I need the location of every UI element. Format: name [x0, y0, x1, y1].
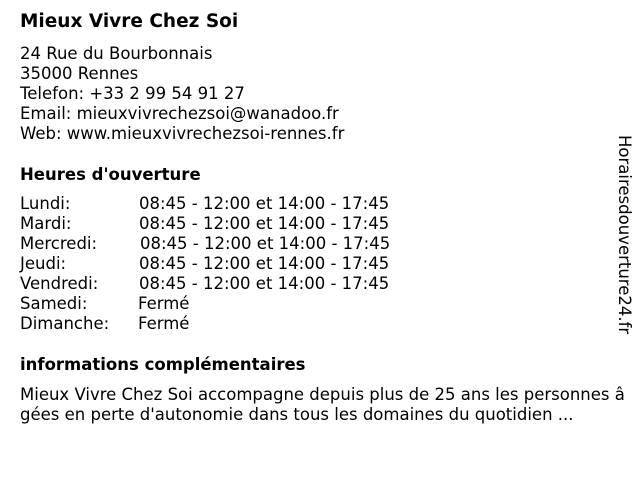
address-street: 24 Rue du Bourbonnais	[20, 44, 213, 63]
day-hours: Fermé	[138, 294, 190, 313]
day-label: Dimanche:	[20, 314, 110, 333]
day-hours: 08:45 - 12:00 et 14:00 - 17:45	[139, 254, 390, 273]
hours-heading: Heures d'ouverture	[20, 165, 201, 184]
address-city: 35000 Rennes	[20, 64, 139, 83]
info-description: Mieux Vivre Chez Soi accompagne depuis plus de 25 ans les personnes âgées en perte d'autonomie dans tous les domaines du quotidien ...	[20, 385, 625, 424]
day-label: Vendredi:	[20, 274, 99, 293]
day-hours: 08:45 - 12:00 et 14:00 - 17:45	[139, 194, 390, 213]
site-watermark: Horairesdouverture24.fr	[615, 135, 634, 335]
phone-line[interactable]: Telefon: +33 2 99 54 91 27	[20, 84, 245, 103]
info-heading: informations complémentaires	[20, 355, 306, 374]
day-label: Jeudi:	[20, 254, 67, 273]
day-hours: Fermé	[138, 314, 190, 333]
day-label: Mercredi:	[20, 234, 98, 253]
day-hours: 08:45 - 12:00 et 14:00 - 17:45	[139, 274, 390, 293]
contact-block	[20, 44, 344, 144]
email-line[interactable]: Email: mieuxvivrechezsoi@wanadoo.fr	[20, 104, 339, 123]
day-label: Lundi:	[20, 194, 71, 213]
day-hours: 08:45 - 12:00 et 14:00 - 17:45	[139, 214, 390, 233]
business-name: Mieux Vivre Chez Soi	[20, 11, 239, 32]
day-label: Samedi:	[20, 294, 88, 313]
website-line[interactable]: Web: www.mieuxvivrechezsoi-rennes.fr	[20, 124, 345, 143]
day-hours: 08:45 - 12:00 et 14:00 - 17:45	[140, 234, 391, 253]
day-label: Mardi:	[20, 214, 72, 233]
